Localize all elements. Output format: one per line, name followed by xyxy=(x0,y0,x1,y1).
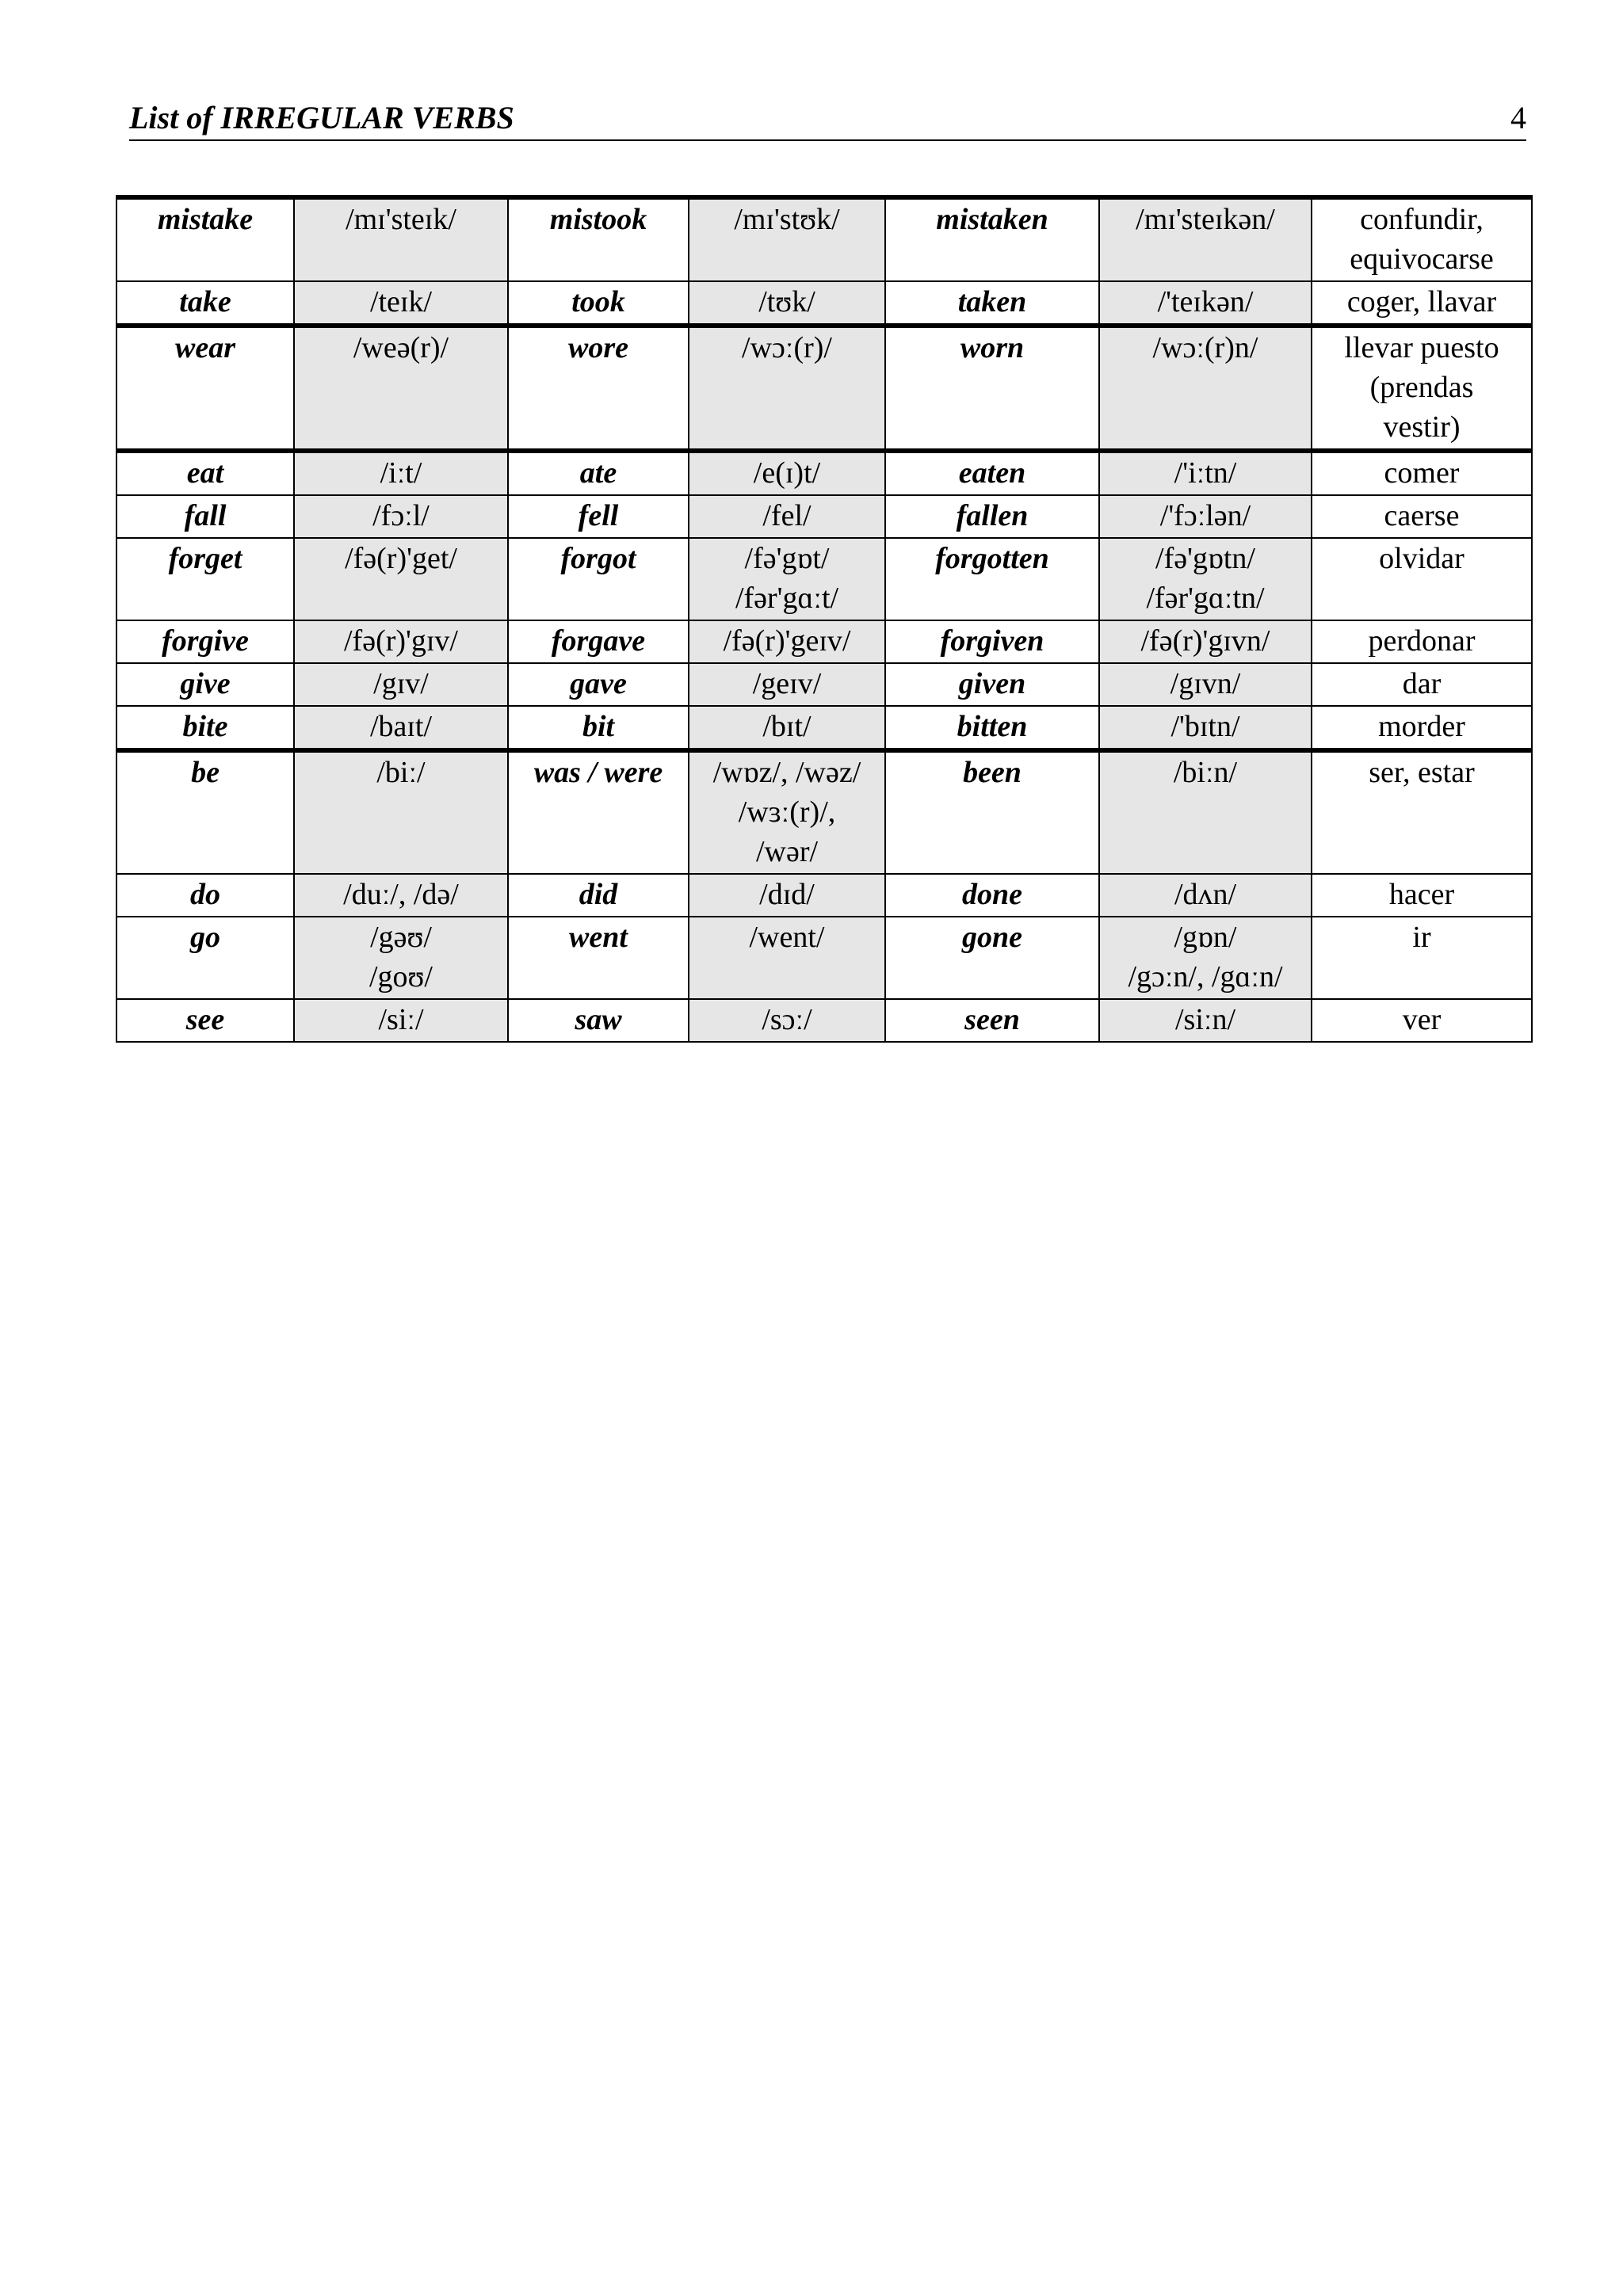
past-simple-phonetic-cell xyxy=(689,620,885,663)
cell-line: /went/ xyxy=(749,921,825,954)
cell-line: ver xyxy=(1402,1003,1442,1036)
past-participle-cell: taken xyxy=(885,281,1099,326)
cell-line: llevar puesto xyxy=(1344,331,1499,364)
past-simple-phonetic-cell xyxy=(689,538,885,620)
cell-line: /mɪ'stʊk/ xyxy=(734,203,840,236)
cell-line: /gəʊ/ xyxy=(370,921,432,954)
table-row xyxy=(116,706,1532,750)
meaning-cell xyxy=(1312,197,1532,281)
table-row xyxy=(116,495,1532,538)
infinitive-phonetic-cell xyxy=(294,999,508,1042)
past-participle-phonetic-cell xyxy=(1099,538,1312,620)
past-simple-phonetic-cell xyxy=(689,281,885,326)
cell-line: /wɔː(r)n/ xyxy=(1152,331,1258,364)
past-participle-cell: eaten xyxy=(885,451,1099,495)
cell-line: /fə'gɒt/ xyxy=(744,542,830,575)
past-participle-phonetic-cell xyxy=(1099,874,1312,917)
cell-line: morder xyxy=(1378,710,1465,743)
cell-line: /fɔːl/ xyxy=(372,499,430,532)
meaning-cell xyxy=(1312,917,1532,999)
infinitive-cell: wear xyxy=(116,326,294,451)
cell-line: /sɔː/ xyxy=(762,1003,812,1036)
cell-line: /wɒz/, /wəz/ xyxy=(712,756,861,789)
past-simple-cell: went xyxy=(508,917,689,999)
cell-line: equivocarse xyxy=(1350,242,1494,276)
past-participle-cell: fallen xyxy=(885,495,1099,538)
meaning-cell xyxy=(1312,538,1532,620)
meaning-cell xyxy=(1312,495,1532,538)
past-simple-phonetic-cell xyxy=(689,663,885,706)
past-participle-cell: been xyxy=(885,750,1099,874)
cell-line: dar xyxy=(1402,667,1442,700)
past-participle-cell: bitten xyxy=(885,706,1099,750)
cell-line: vestir) xyxy=(1383,410,1461,444)
cell-line: /goʊ/ xyxy=(369,960,433,994)
past-participle-phonetic-cell xyxy=(1099,281,1312,326)
cell-line: /'fɔːlən/ xyxy=(1159,499,1251,532)
table-row xyxy=(116,451,1532,495)
past-participle-cell: gone xyxy=(885,917,1099,999)
past-participle-cell: worn xyxy=(885,326,1099,451)
cell-line: /siːn/ xyxy=(1174,1003,1236,1036)
past-simple-cell: bit xyxy=(508,706,689,750)
cell-line: /iːt/ xyxy=(380,456,422,490)
cell-line: /e(ɪ)t/ xyxy=(753,456,821,490)
past-simple-cell: mistook xyxy=(508,197,689,281)
cell-line: caerse xyxy=(1384,499,1460,532)
cell-line: /dɪd/ xyxy=(759,878,815,911)
past-simple-cell: did xyxy=(508,874,689,917)
past-simple-cell: took xyxy=(508,281,689,326)
cell-line: /'iːtn/ xyxy=(1174,456,1237,490)
infinitive-phonetic-cell xyxy=(294,917,508,999)
cell-line: confundir, xyxy=(1360,203,1484,236)
cell-line: /bɪt/ xyxy=(762,710,812,743)
past-simple-cell: was / were xyxy=(508,750,689,874)
past-participle-phonetic-cell xyxy=(1099,917,1312,999)
past-simple-cell: saw xyxy=(508,999,689,1042)
table-row xyxy=(116,281,1532,326)
cell-line: perdonar xyxy=(1368,624,1476,658)
table-row xyxy=(116,663,1532,706)
infinitive-cell: see xyxy=(116,999,294,1042)
past-participle-cell: forgiven xyxy=(885,620,1099,663)
past-simple-phonetic-cell xyxy=(689,706,885,750)
cell-line: hacer xyxy=(1388,878,1455,911)
cell-line: comer xyxy=(1384,456,1460,490)
cell-line: (prendas xyxy=(1369,371,1474,404)
infinitive-phonetic-cell xyxy=(294,451,508,495)
cell-line: /fə(r)'geɪv/ xyxy=(723,624,851,658)
infinitive-phonetic-cell xyxy=(294,706,508,750)
cell-line: /fər'gɑːt/ xyxy=(735,582,839,615)
cell-line: /baɪt/ xyxy=(369,710,433,743)
cell-line: /weə(r)/ xyxy=(353,331,449,364)
cell-line: /duː/, /də/ xyxy=(343,878,459,911)
page-number: 4 xyxy=(1510,100,1526,135)
table-row xyxy=(116,620,1532,663)
meaning-cell xyxy=(1312,281,1532,326)
infinitive-phonetic-cell xyxy=(294,620,508,663)
cell-line: /fə(r)'get/ xyxy=(345,542,457,575)
infinitive-phonetic-cell xyxy=(294,326,508,451)
cell-line: ir xyxy=(1412,921,1431,954)
table-row xyxy=(116,197,1532,281)
infinitive-cell: do xyxy=(116,874,294,917)
cell-line: /wɔː(r)/ xyxy=(742,331,832,364)
cell-line: /siː/ xyxy=(378,1003,424,1036)
cell-line: /dʌn/ xyxy=(1174,878,1237,911)
infinitive-phonetic-cell xyxy=(294,750,508,874)
past-participle-phonetic-cell xyxy=(1099,999,1312,1042)
past-participle-phonetic-cell xyxy=(1099,663,1312,706)
cell-line: olvidar xyxy=(1379,542,1465,575)
infinitive-phonetic-cell xyxy=(294,281,508,326)
cell-line: /fə'gɒtn/ xyxy=(1155,542,1255,575)
cell-line: coger, llavar xyxy=(1346,285,1497,318)
meaning-cell xyxy=(1312,663,1532,706)
infinitive-cell: go xyxy=(116,917,294,999)
cell-line: /gɪv/ xyxy=(373,667,429,700)
cell-line: /fər'gɑːtn/ xyxy=(1146,582,1265,615)
past-simple-phonetic-cell xyxy=(689,874,885,917)
infinitive-cell: eat xyxy=(116,451,294,495)
table-row xyxy=(116,999,1532,1042)
past-simple-phonetic-cell xyxy=(689,451,885,495)
meaning-cell xyxy=(1312,620,1532,663)
verbs-table-body xyxy=(116,197,1532,1042)
past-participle-phonetic-cell xyxy=(1099,197,1312,281)
cell-line: /gɒn/ xyxy=(1174,921,1237,954)
past-simple-phonetic-cell xyxy=(689,197,885,281)
table-row xyxy=(116,750,1532,874)
past-participle-cell: seen xyxy=(885,999,1099,1042)
meaning-cell xyxy=(1312,451,1532,495)
cell-line: ser, estar xyxy=(1369,756,1475,789)
table-row xyxy=(116,326,1532,451)
cell-line: /'bɪtn/ xyxy=(1170,710,1240,743)
past-participle-phonetic-cell xyxy=(1099,326,1312,451)
infinitive-phonetic-cell xyxy=(294,663,508,706)
infinitive-cell: forgive xyxy=(116,620,294,663)
cell-line: /mɪ'steɪkən/ xyxy=(1136,203,1275,236)
past-participle-cell: given xyxy=(885,663,1099,706)
cell-line: /geɪv/ xyxy=(752,667,822,700)
table-row xyxy=(116,874,1532,917)
infinitive-cell: mistake xyxy=(116,197,294,281)
meaning-cell xyxy=(1312,706,1532,750)
past-simple-phonetic-cell xyxy=(689,750,885,874)
past-participle-phonetic-cell xyxy=(1099,495,1312,538)
meaning-cell xyxy=(1312,874,1532,917)
infinitive-cell: forget xyxy=(116,538,294,620)
past-participle-phonetic-cell xyxy=(1099,750,1312,874)
infinitive-phonetic-cell xyxy=(294,874,508,917)
cell-line: /biː/ xyxy=(376,756,426,789)
infinitive-phonetic-cell xyxy=(294,538,508,620)
past-simple-cell: fell xyxy=(508,495,689,538)
past-participle-phonetic-cell xyxy=(1099,620,1312,663)
cell-line: /wɜː(r)/, xyxy=(738,795,836,829)
past-simple-cell: forgot xyxy=(508,538,689,620)
infinitive-cell: take xyxy=(116,281,294,326)
cell-line: /mɪ'steɪk/ xyxy=(346,203,456,236)
cell-line: /fel/ xyxy=(762,499,812,532)
cell-line: /teɪk/ xyxy=(369,285,433,318)
past-simple-cell: ate xyxy=(508,451,689,495)
infinitive-cell: give xyxy=(116,663,294,706)
past-simple-cell: wore xyxy=(508,326,689,451)
cell-line: /'teɪkən/ xyxy=(1157,285,1254,318)
cell-line: /fə(r)'gɪvn/ xyxy=(1140,624,1270,658)
cell-line: /wər/ xyxy=(755,835,819,868)
page-header xyxy=(129,95,1526,141)
table-row xyxy=(116,917,1532,999)
infinitive-cell: fall xyxy=(116,495,294,538)
past-simple-phonetic-cell xyxy=(689,326,885,451)
past-participle-phonetic-cell xyxy=(1099,706,1312,750)
infinitive-cell: be xyxy=(116,750,294,874)
past-simple-phonetic-cell xyxy=(689,999,885,1042)
past-participle-phonetic-cell xyxy=(1099,451,1312,495)
past-simple-cell: forgave xyxy=(508,620,689,663)
cell-line: /biːn/ xyxy=(1173,756,1238,789)
meaning-cell xyxy=(1312,999,1532,1042)
past-simple-cell: gave xyxy=(508,663,689,706)
past-participle-cell: done xyxy=(885,874,1099,917)
cell-line: /gɔːn/, /gɑːn/ xyxy=(1128,960,1283,994)
page-title: List of IRREGULAR VERBS xyxy=(129,100,514,135)
past-participle-cell: forgotten xyxy=(885,538,1099,620)
infinitive-cell: bite xyxy=(116,706,294,750)
past-participle-cell: mistaken xyxy=(885,197,1099,281)
cell-line: /fə(r)'gɪv/ xyxy=(343,624,458,658)
infinitive-phonetic-cell xyxy=(294,495,508,538)
meaning-cell xyxy=(1312,326,1532,451)
past-simple-phonetic-cell xyxy=(689,917,885,999)
table-row xyxy=(116,538,1532,620)
infinitive-phonetic-cell xyxy=(294,197,508,281)
cell-line: /tʊk/ xyxy=(758,285,815,318)
cell-line: /gɪvn/ xyxy=(1170,667,1241,700)
irregular-verbs-table xyxy=(116,195,1533,1043)
meaning-cell xyxy=(1312,750,1532,874)
past-simple-phonetic-cell xyxy=(689,495,885,538)
